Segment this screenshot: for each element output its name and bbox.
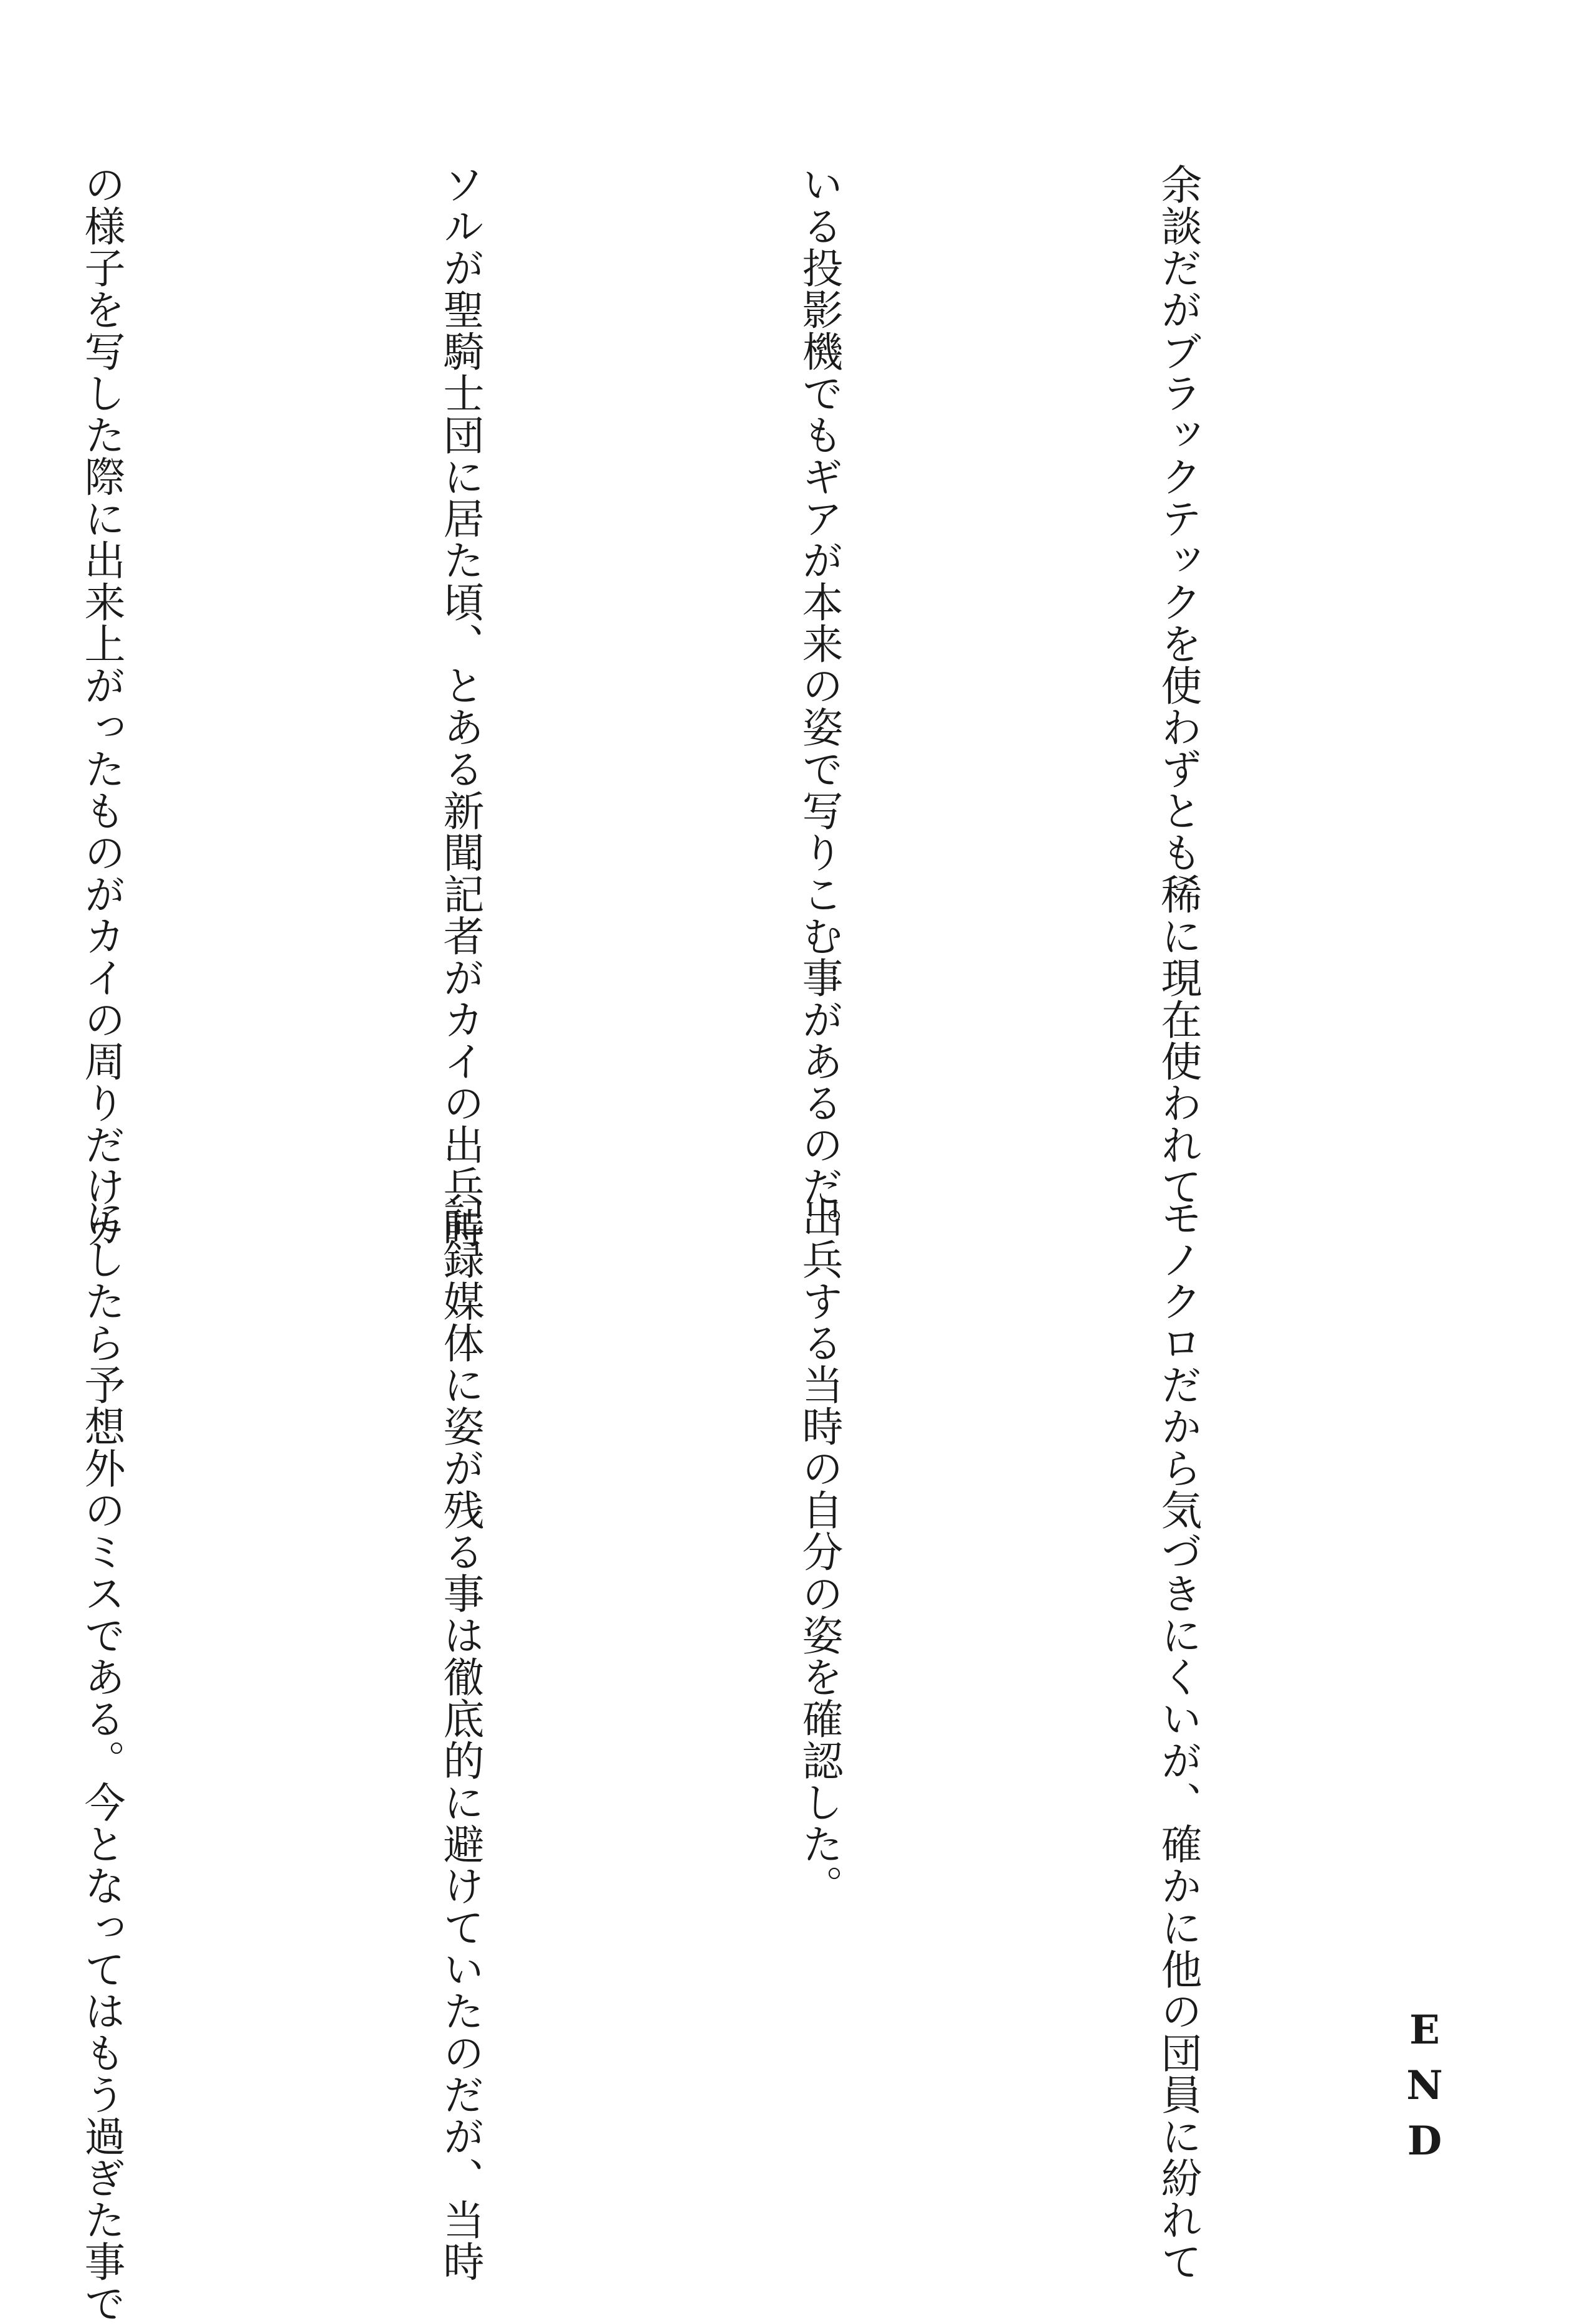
text-line: ソルが聖騎士団に居た頃、とある新聞記者がカイの出兵時 (436, 163, 484, 1249)
text-line: モノクロだから気づきにくいが、確かに他の団員に紛れて (1154, 1197, 1202, 2282)
upper-text-column-block (0, 163, 1477, 1249)
text-line: 余談だがブラックテックを使わずとも稀に現在使われて (1154, 163, 1202, 1207)
text-line: 記録媒体に姿が残る事は徹底的に避けていたのだが、当時 (436, 1197, 484, 2282)
end-mark: END (1401, 2007, 1448, 2173)
text-line: 出兵する当時の自分の姿を確認した。 (795, 1197, 843, 1906)
text-line: にしたら予想外のミスである。今となってはもう過ぎた事で (77, 1197, 125, 2324)
text-line: いる投影機でもギアが本来の姿で写りこむ事があるのだ。 (795, 163, 843, 1249)
lower-text-column-block (0, 1197, 1477, 2324)
text-line: の様子を写した際に出来上がったものがカイの周りだけカ (77, 163, 125, 1249)
